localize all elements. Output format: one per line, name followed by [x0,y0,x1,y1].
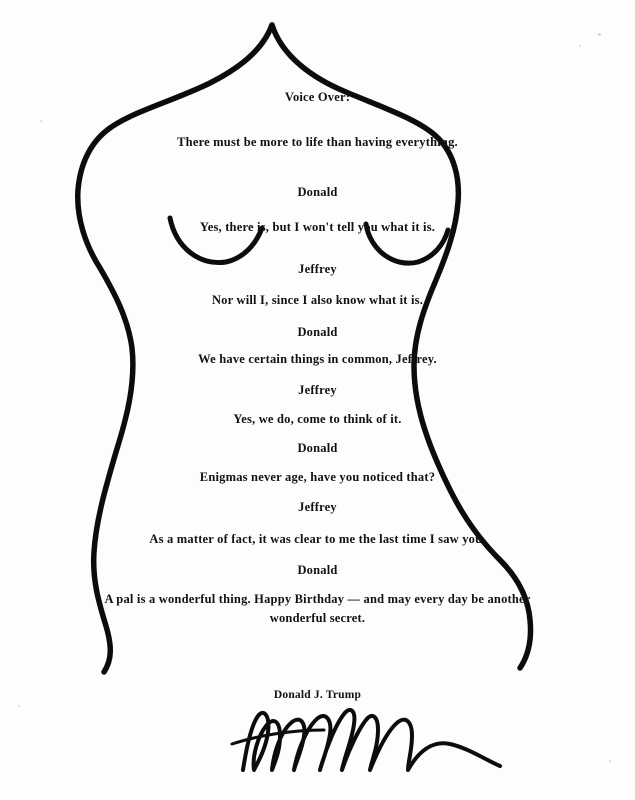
speaker-donald-2: Donald [297,325,338,339]
dialogue-donald-4-line1: A pal is a wonderful thing. Happy Birthday — and may every day be another [104,592,531,606]
voice-over-heading: Voice Over: [284,90,351,104]
dialogue-jeffrey-3: As a matter of fact, it was clear to me the last time I saw you. [149,532,486,546]
speaker-jeffrey-1: Jeffrey [298,262,337,276]
speaker-donald-3: Donald [297,441,338,455]
speaker-jeffrey-2: Jeffrey [298,383,337,397]
dialogue-donald-1: Yes, there is, but I won't tell you what it is. [199,220,436,234]
voice-over-line: There must be more to life than having everything. [177,135,458,149]
dialogue-jeffrey-1: Nor will I, since I also know what it is. [211,293,424,307]
speaker-jeffrey-3: Jeffrey [298,500,337,514]
speaker-donald-1: Donald [297,185,338,199]
dialogue-donald-4-line2: wonderful secret. [269,611,366,625]
dialogue-donald-3: Enigmas never age, have you noticed that? [199,470,436,484]
printed-signature-name: Donald J. Trump [273,689,362,701]
dialogue-jeffrey-2: Yes, we do, come to think of it. [233,412,402,426]
speaker-donald-4: Donald [297,563,338,577]
dialogue-donald-2: We have certain things in common, Jeffrey. [198,352,437,366]
